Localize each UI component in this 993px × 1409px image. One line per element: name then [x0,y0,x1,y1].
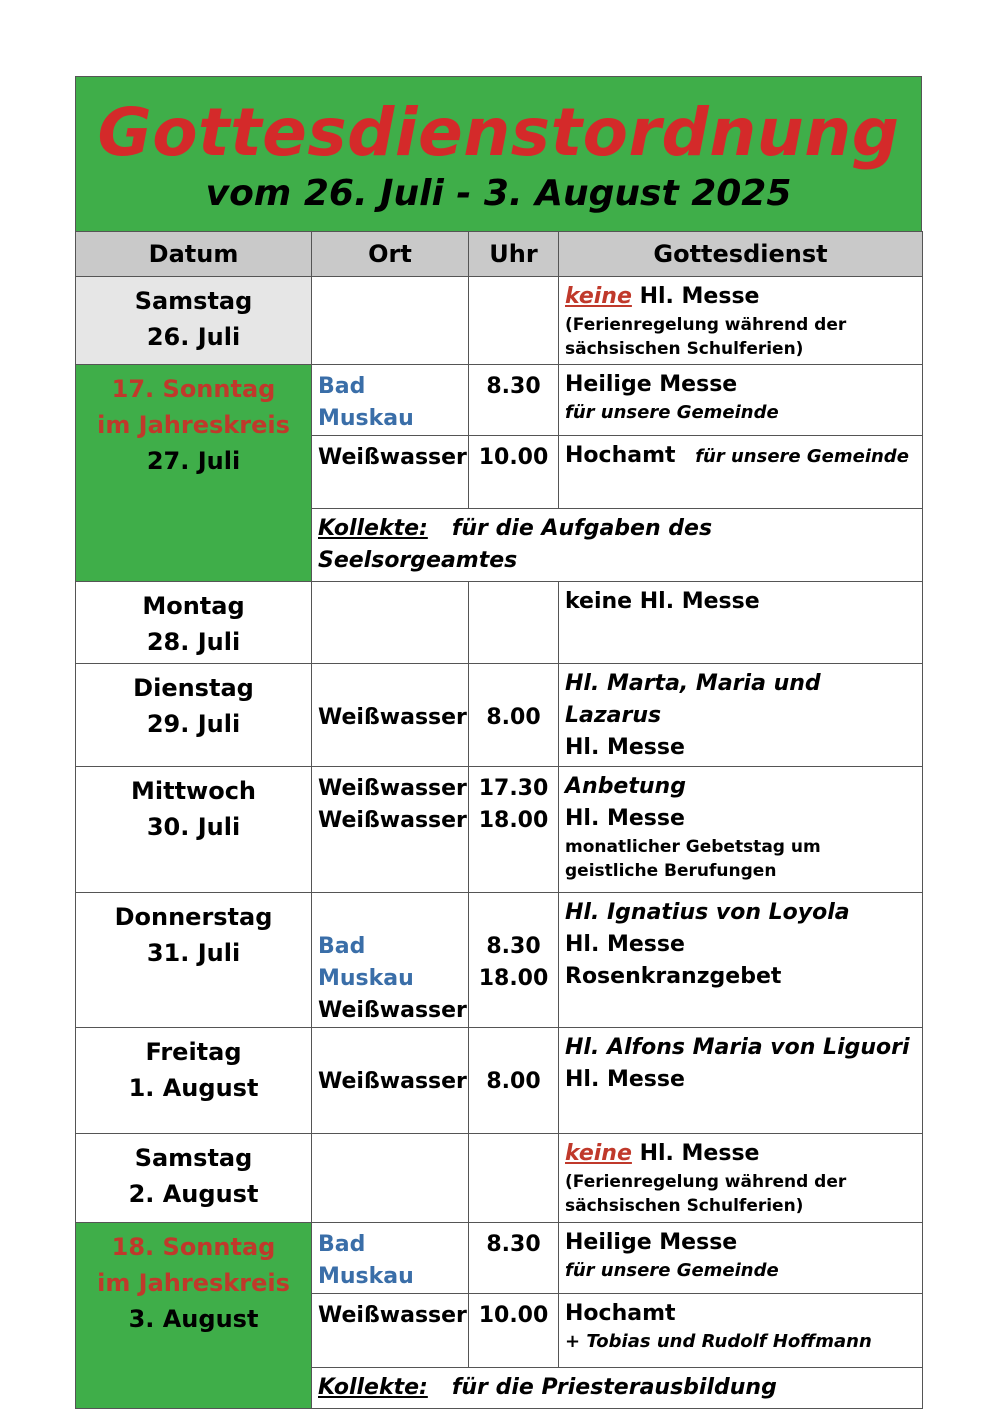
day-date: 31. Juli [146,939,241,967]
service-note: geistliche Berufungen [565,861,777,881]
kollekte-label: Kollekte: [318,516,428,541]
service-name: Hl. Messe [565,735,685,760]
uhr-cell [469,277,559,365]
gottesdienst-cell [559,277,923,365]
table-header-row [76,232,923,277]
keine-label: keine [565,1141,632,1166]
service-name: Hl. Messe [565,806,685,831]
day-name: Mittwoch [130,777,257,805]
day-date: 30. Juli [146,813,241,841]
gottesdienst-cell [559,365,923,436]
table-row [76,365,923,436]
kollekte-text: für die Aufgaben des Seelsorgeamtes [318,516,713,573]
gottesdienst-cell [559,436,923,509]
day-date: 29. Juli [146,710,241,738]
day-name: Dienstag [133,674,254,702]
day-date: 26. Juli [146,323,241,351]
day-date: 28. Juli [146,628,241,656]
day-date: 2. August [128,1180,259,1208]
ort-cell: Weißwasser [312,664,469,767]
gottesdienst-cell [559,664,923,767]
service-name: Hochamt [565,443,676,468]
service-note: für unsere Gemeinde [565,402,779,423]
service-note: (Ferienregelung während der [565,315,847,335]
sunday-label: 18. Sonntag [111,1233,276,1261]
uhr-cell [469,1134,559,1223]
service-name: Heilige Messe [565,1230,738,1255]
day-date: 3. August [128,1305,259,1333]
service-note: (Ferienregelung während der [565,1172,847,1192]
kollekte-cell [312,509,923,582]
table-row [76,893,923,1028]
service-note: sächsischen Schulferien) [565,1196,804,1216]
uhr-value: 18.00 [478,966,549,991]
service-name: Rosenkranzgebet [565,964,782,989]
kollekte-text: für die Priesterausbildung [451,1375,777,1400]
service-note: + Tobias und Rudolf Hoffmann [565,1331,872,1352]
day-date: 1. August [128,1074,259,1102]
date-cell [76,365,312,582]
uhr-cell [469,582,559,664]
column-header-gottesdienst: Gottesdienst [559,232,923,277]
service-name: Heilige Messe [565,372,738,397]
table-row [76,1223,923,1294]
date-cell [76,277,312,365]
sunday-label: im Jahreskreis [97,1269,290,1297]
uhr-value: 17.30 [478,776,549,801]
gottesdienst-cell: keine Hl. Messe [559,582,923,664]
date-cell [76,1223,312,1409]
column-header-uhr: Uhr [469,232,559,277]
gottesdienst-cell [559,1134,923,1223]
date-cell [76,1028,312,1134]
ort-cell: Bad Muskau [312,1223,469,1294]
keine-label: keine [565,284,632,309]
ort-value: Weißwasser [318,808,467,833]
service-note: für unsere Gemeinde [565,1260,779,1281]
ort-cell: Weißwasser [312,1028,469,1134]
saint-name: Hl. Ignatius von Loyola [565,900,850,925]
page-title: Gottesdienstordnung [97,94,900,171]
service-note: sächsischen Schulferien) [565,339,804,359]
day-name: Samstag [134,287,253,315]
kollekte-cell [312,1368,923,1409]
day-date: 27. Juli [146,447,241,475]
service-name: Hl. Messe [565,1067,685,1092]
uhr-cell: 8.00 [469,664,559,767]
page-subtitle: vom 26. Juli - 3. August 2025 [205,173,792,214]
gottesdienst-cell [559,767,923,893]
date-cell [76,582,312,664]
table-row [76,767,923,893]
ort-value: Bad Muskau [318,934,414,991]
uhr-cell [469,767,559,893]
day-name: Donnerstag [114,903,273,931]
date-cell [76,1134,312,1223]
ort-cell [312,893,469,1028]
ort-cell: Bad Muskau [312,365,469,436]
service-name: Anbetung [565,774,686,799]
kollekte-label: Kollekte: [318,1375,428,1400]
gottesdienst-cell [559,1223,923,1294]
table-row [76,1134,923,1223]
ort-cell: Weißwasser [312,1294,469,1368]
day-name: Freitag [145,1038,242,1066]
table-row [76,664,923,767]
ort-cell [312,277,469,365]
table-row [76,277,923,365]
schedule-table [75,231,923,1409]
gottesdienst-cell [559,1294,923,1368]
date-cell [76,893,312,1028]
uhr-cell: 8.30 [469,365,559,436]
ort-value: Weißwasser [318,776,467,801]
ort-cell: Weißwasser [312,436,469,509]
day-name: Samstag [134,1144,253,1172]
uhr-cell: 8.30 [469,1223,559,1294]
ort-cell [312,767,469,893]
ort-cell [312,1134,469,1223]
saint-name: Hl. Alfons Maria von Liguori [565,1035,910,1060]
schedule-document [75,76,922,1409]
uhr-cell: 10.00 [469,436,559,509]
service-name: Hl. Messe [565,932,685,957]
service-note: monatlicher Gebetstag um [565,837,821,857]
service-name: Hochamt [565,1301,676,1326]
table-row [76,1028,923,1134]
ort-cell [312,582,469,664]
table-row [76,582,923,664]
ort-value: Weißwasser [318,998,467,1023]
saint-name: Hl. Marta, Maria und Lazarus [565,671,821,728]
uhr-cell: 10.00 [469,1294,559,1368]
service-name: Hl. Messe [631,1141,760,1166]
service-note: für unsere Gemeinde [695,446,909,467]
column-header-ort: Ort [312,232,469,277]
service-name: Hl. Messe [631,284,760,309]
sunday-label: im Jahreskreis [97,411,290,439]
gottesdienst-cell [559,1028,923,1134]
date-cell [76,664,312,767]
uhr-cell [469,893,559,1028]
header-banner [75,76,922,231]
sunday-label: 17. Sonntag [111,375,276,403]
uhr-value: 18.00 [478,808,549,833]
uhr-value: 8.30 [486,934,541,959]
uhr-cell: 8.00 [469,1028,559,1134]
date-cell [76,767,312,893]
gottesdienst-cell [559,893,923,1028]
column-header-datum: Datum [76,232,312,277]
day-name: Montag [142,592,245,620]
